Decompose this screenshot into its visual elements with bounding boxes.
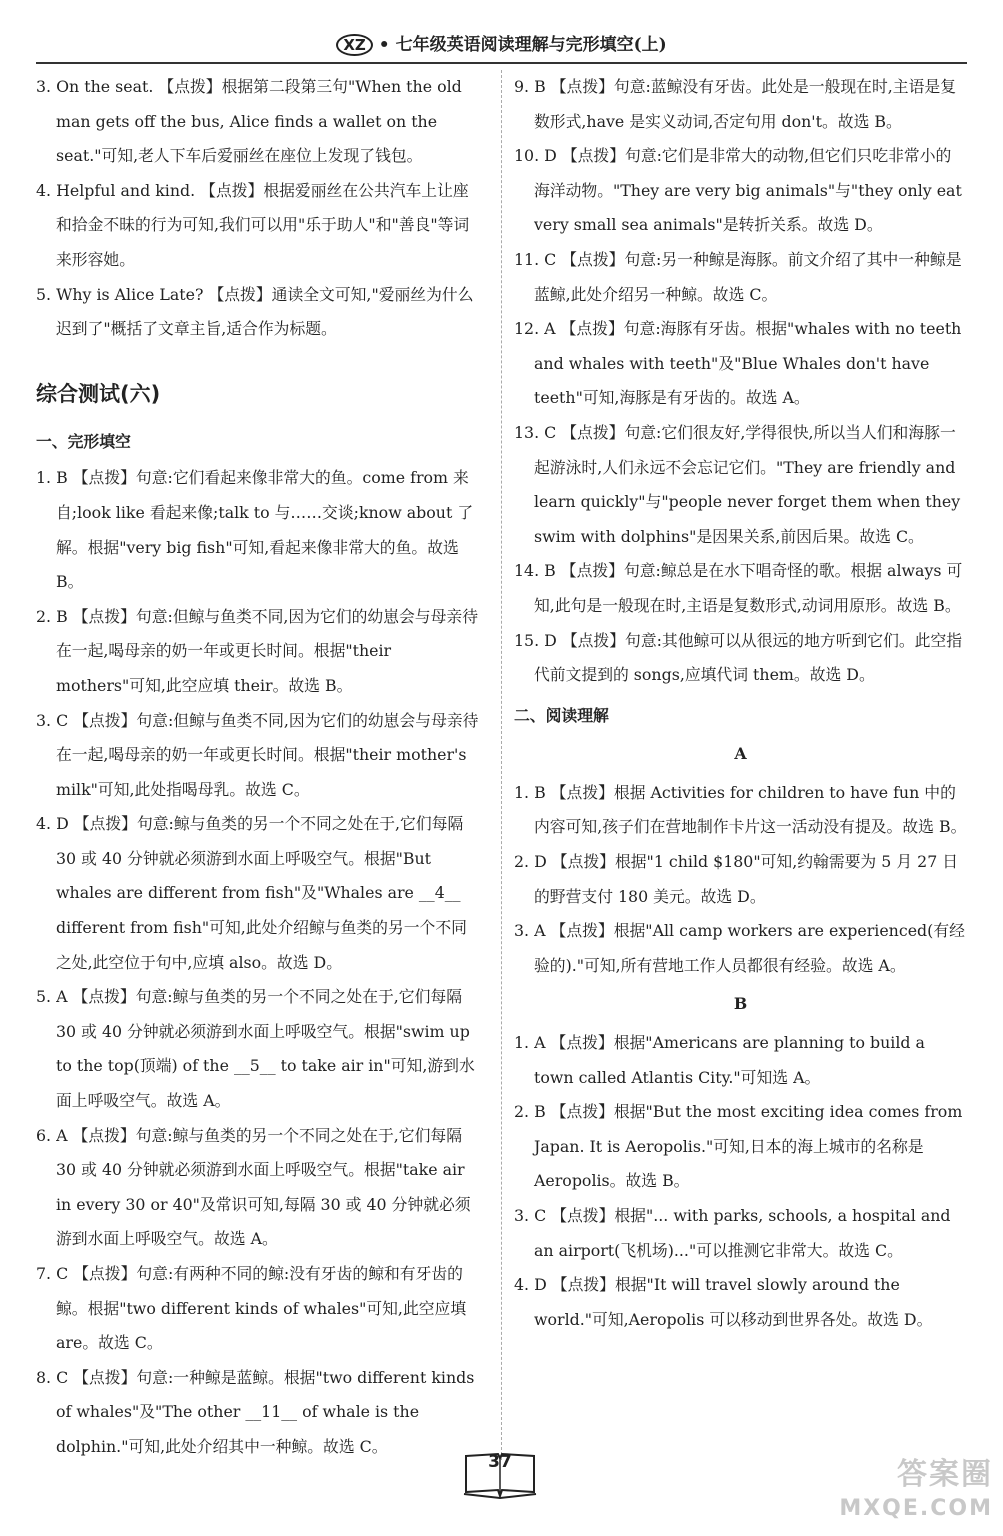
answer-item: 1. B 【点拨】根据 Activities for children to have fun 中的内容可知,孩子们在营地制作卡片这一活动没有提及。故选 B。 — [514, 782, 967, 837]
page-number: 37 — [488, 1452, 512, 1472]
passage-label-b: B — [733, 994, 748, 1014]
answer-item: 11. C 【点拨】句意:另一种鲸是海豚。前文介绍了其中一种鲸是蓝鲸,此处介绍另一种鲸。故选 C。 — [514, 249, 962, 304]
right-column — [514, 70, 967, 1337]
part-title-cloze: 一、完形填空 — [36, 431, 131, 451]
header-title-row — [0, 30, 1003, 56]
answer-item: 7. C 【点拨】句意:有两种不同的鲸:没有牙齿的鲸和有牙齿的鲸。根据"two different kinds of whales"可知,此空应填 are。故选 C。 — [36, 1264, 467, 1353]
watermark-url: MXQE.COM — [839, 1496, 993, 1521]
answer-item: 8. C 【点拨】句意:一种鲸是蓝鲸。根据"two different kinds of whales"及"The other __11__ of whale is the dolphin."可知,此处介绍其中一种鲸。故选 C。 — [36, 1367, 475, 1456]
answer-item: 2. B 【点拨】句意:但鲸与鱼类不同,因为它们的幼崽会与母亲待在一起,喝母亲的奶一年或更长时间。根据"their mothers"可知,此空应填 their。故选 B。 — [36, 606, 478, 695]
answer-item: 4. Helpful and kind. 【点拨】根据爱丽丝在公共汽车上让座和拾金不昧的行为可知,我们可以用"乐于助人"和"善良"等词来形容她。 — [36, 180, 470, 269]
answer-item: 3. C 【点拨】根据"... with parks, schools, a hospital and an airport(飞机场)..."可以推测它非常大。故选 C。 — [514, 1206, 951, 1260]
answer-item: 3. C 【点拨】句意:但鲸与鱼类不同,因为它们的幼崽会与母亲待在一起,喝母亲的奶一年或更长时间。根据"their mother's milk"可知,此处指喝母乳。故选 C。 — [36, 710, 479, 799]
answer-item: 3. On the seat. 【点拨】根据第二段第三句"When the old man gets off the bus, Alice finds a wallet on the seat."可知,老人下车后爱丽丝在座位上发现了钱包。 — [36, 77, 462, 166]
watermark-text: 答案圈 — [897, 1457, 993, 1492]
section-title: 综合测试(六) — [36, 381, 161, 406]
answer-item: 5. A 【点拨】句意:鲸与鱼类的另一个不同之处在于,它们每隔 30 或 40 分钟就必须游到水面上呼吸空气。根据"swim up to the top(顶端) of the __5__ to take air in"可知,游到水面上呼吸空气。故选 A。 — [36, 987, 475, 1111]
watermark — [839, 1458, 993, 1526]
answer-item: 14. B 【点拨】句意:鲸总是在水下唱奇怪的歌。根据 always 可知,此句是一般现在时,主语是复数形式,动词用原形。故选 B。 — [514, 561, 963, 615]
answer-item: 1. A 【点拨】根据"Americans are planning to build a town called Atlantis City."可知选 A。 — [514, 1033, 925, 1087]
answer-item: 5. Why is Alice Late? 【点拨】通读全文可知,"爱丽丝为什么迟到了"概括了文章主旨,适合作为标题。 — [36, 284, 474, 339]
answer-item: 12. A 【点拨】句意:海豚有牙齿。根据"whales with no teeth and whales with teeth"及"Blue Whales don't have teeth"可知,海豚是有牙齿的。故选 A。 — [514, 319, 962, 408]
answer-item: 9. B 【点拨】句意:蓝鲸没有牙齿。此处是一般现在时,主语是复数形式,have 是实义动词,否定句用 don't。故选 B。 — [514, 77, 956, 131]
answer-item: 1. B 【点拨】句意:它们看起来像非常大的鱼。come from 来自;look like 看起来像;talk to 与……交谈;know about 了解。根据"very big fish"可知,看起来像非常大的鱼。故选 B。 — [36, 468, 474, 592]
answer-item: 15. D 【点拨】句意:其他鲸可以从很远的地方听到它们。此空指代前文提到的 songs,应填代词 them。故选 D。 — [514, 630, 963, 685]
answer-item: 6. A 【点拨】句意:鲸与鱼类的另一个不同之处在于,它们每隔 30 或 40 分钟就必须游到水面上呼吸空气。根据"take air in every 30 or 40"及常识可知,每隔 30 或 40 分钟就必须游到水面上呼吸空气。故选 A。 — [36, 1125, 471, 1249]
answer-item: 3. A 【点拨】根据"All camp workers are experienced(有经验的)."可知,所有营地工作人员都很有经验。故选 A。 — [514, 921, 965, 975]
answer-item: 2. B 【点拨】根据"But the most exciting idea comes from Japan. It is Aeropolis."可知,日本的海上城市的名称是 Aeropolis。故选 B。 — [514, 1102, 963, 1191]
column-divider — [501, 70, 502, 1460]
book-title: • 七年级英语阅读理解与完形填空(上) — [378, 35, 667, 55]
left-column — [36, 70, 481, 1465]
answer-item: 10. D 【点拨】句意:它们是非常大的动物,但它们只吃非常小的海洋动物。"They are very big animals"与"they only eat very small sea animals"是转折关系。故选 D。 — [514, 146, 962, 235]
page-header — [0, 0, 1003, 70]
passage-label-a: A — [734, 744, 747, 764]
answer-item: 13. C 【点拨】句意:它们很友好,学得很快,所以当人们和海豚一起游泳时,人们永远不会忘记它们。"They are friendly and learn quickly"与"people never forget them when they swim with dolphins"是因果关系,前因后果。故选 C。 — [514, 422, 961, 546]
part-title-reading: 二、阅读理解 — [514, 705, 609, 725]
header-rule — [36, 62, 967, 64]
answer-item: 4. D 【点拨】根据"It will travel slowly around the world."可知,Aeropolis 可以移动到世界各处。故选 D。 — [514, 1275, 933, 1329]
answer-item: 2. D 【点拨】根据"1 child $180"可知,约翰需要为 5 月 27 日的野营支付 180 美元。故选 D。 — [514, 852, 959, 906]
brand-logo: XZ — [336, 34, 372, 56]
answer-item: 4. D 【点拨】句意:鲸与鱼类的另一个不同之处在于,它们每隔 30 或 40 分钟就必须游到水面上呼吸空气。根据"But whales are different from fish"及"Whales are __4__ different from fish"可知,此处介绍鲸与鱼类的另一个不同之处,此空位于句中,应填 also。故选 D。 — [36, 814, 467, 972]
